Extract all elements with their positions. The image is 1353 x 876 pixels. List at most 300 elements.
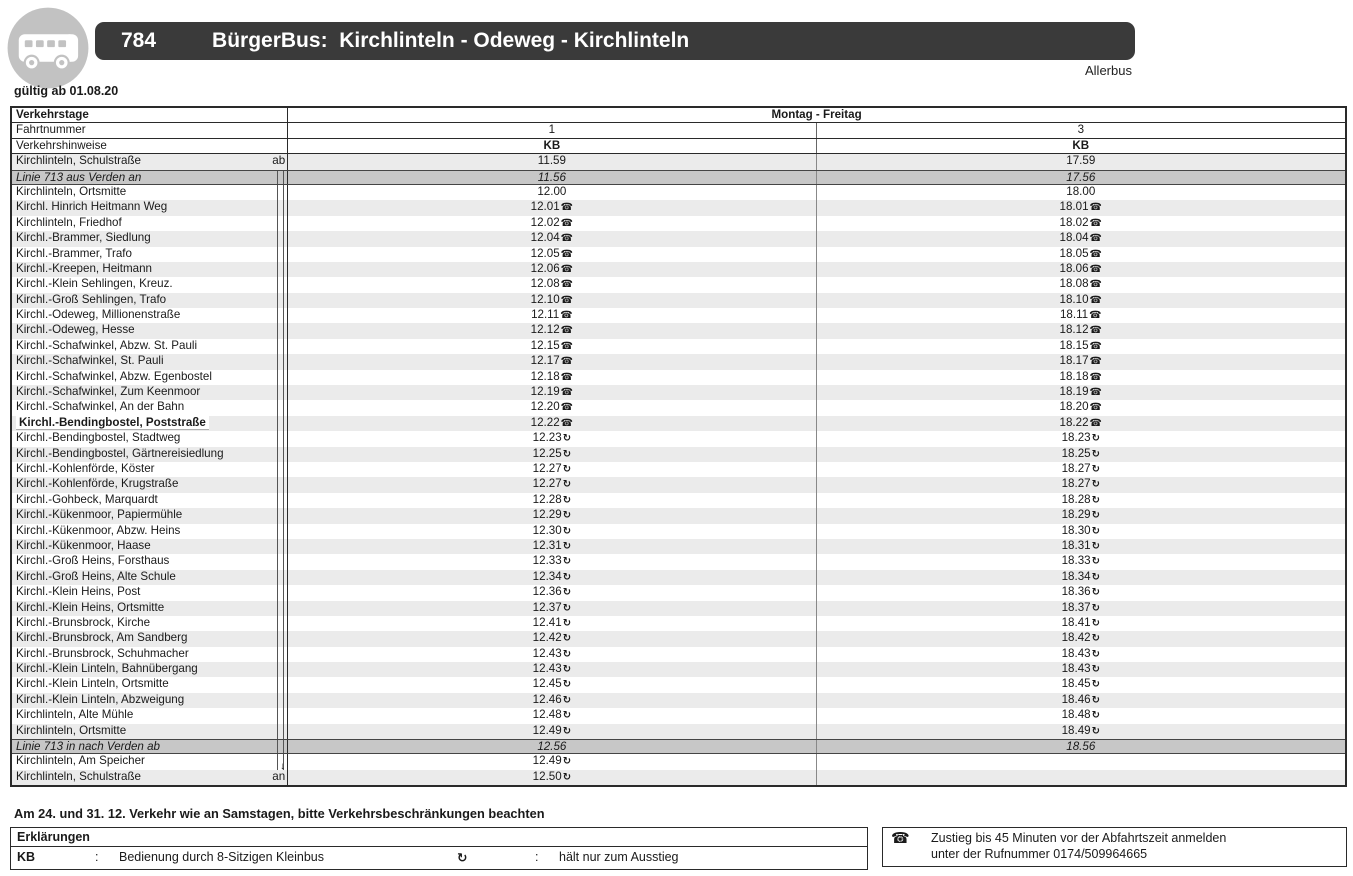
exit-only-icon: ↻	[562, 771, 572, 783]
time-cell-trip3	[817, 339, 1345, 354]
stop-name: Kirchl.-Schafwinkel, Abzw. St. Pauli	[16, 338, 198, 352]
departure-time: 18.01	[1059, 200, 1089, 214]
phone-note-box	[882, 827, 1347, 867]
route-line	[277, 416, 284, 431]
stop-marker	[263, 262, 288, 277]
phone-icon: ☎	[1089, 263, 1103, 275]
departure-time: 18.48	[1061, 708, 1091, 722]
legend	[10, 827, 1347, 870]
departure-time: 18.22	[1059, 415, 1089, 429]
phone-icon: ☎	[560, 217, 574, 229]
exit-only-icon: ↻	[562, 756, 572, 768]
time-cell-trip3	[817, 754, 1345, 769]
time-cell-trip1	[288, 493, 816, 508]
stop-marker	[263, 708, 288, 723]
time-cell-trip3	[817, 740, 1345, 753]
departure-time: 18.00	[1066, 184, 1096, 198]
stop-marker	[263, 477, 288, 492]
time-cell-trip1	[288, 154, 816, 169]
stop-name: Kirchlinteln, Alte Mühle	[16, 708, 134, 722]
table-row	[12, 508, 1345, 523]
table-row	[12, 416, 1345, 431]
phone-icon: ☎	[560, 248, 574, 260]
time-cell-trip1	[288, 416, 816, 431]
departure-time: 18.31	[1061, 538, 1091, 552]
route-line	[277, 554, 284, 569]
departure-time: 18.33	[1061, 554, 1091, 568]
exit-only-icon: ↻	[1091, 725, 1100, 737]
phone-icon: ☎	[1089, 294, 1103, 306]
stop-name: Kirchl.-Klein Heins, Post	[16, 585, 141, 599]
time-cell-trip3	[817, 570, 1345, 585]
departure-time: 18.05	[1059, 246, 1089, 260]
phone-icon: ☎	[1089, 387, 1103, 399]
time-cell-trip1	[288, 200, 816, 215]
table-row	[12, 247, 1345, 262]
time-cell-trip3	[817, 693, 1345, 708]
time-cell-trip1	[288, 631, 816, 646]
departure-time: 11.59	[537, 154, 566, 168]
time-cell-trip3	[817, 293, 1345, 308]
departure-time: 18.34	[1061, 569, 1091, 583]
route-line	[277, 200, 284, 215]
table-row	[12, 154, 1345, 169]
departure-time: 12.22	[530, 415, 560, 429]
time-cell-trip3	[817, 216, 1345, 231]
stop-name: Kirchl.-Klein Sehlingen, Kreuz.	[16, 277, 173, 291]
stop-name: Linie 713 aus Verden an	[16, 170, 142, 184]
departure-time: 12.17	[530, 354, 560, 368]
phone-note-line1: Zustieg bis 45 Minuten vor der Abfahrtszeit anmelden	[931, 831, 1227, 845]
operator-name: Allerbus	[1085, 63, 1132, 78]
time-cell-trip1	[288, 601, 816, 616]
departure-time: 12.48	[532, 708, 562, 722]
table-row	[12, 631, 1345, 646]
time-cell-trip1	[288, 724, 816, 739]
phone-icon: ☎	[1089, 202, 1103, 214]
exit-only-icon: ↻	[1091, 633, 1100, 645]
stop-marker	[263, 601, 288, 616]
time-cell-trip1	[288, 277, 816, 292]
route-line	[277, 740, 284, 753]
stop-name: Kirchl.-Brunsbrock, Schuhmacher	[16, 646, 189, 660]
stop-name: Kirchl.-Brammer, Siedlung	[16, 231, 151, 245]
stop-marker	[263, 385, 288, 400]
departure-time: 12.30	[532, 523, 562, 537]
time-cell-trip1	[288, 647, 816, 662]
stop-marker	[263, 231, 288, 246]
stop-marker	[263, 447, 288, 462]
exit-only-icon: ↻	[1091, 494, 1100, 506]
departure-time: 12.25	[532, 446, 562, 460]
exit-only-icon: ↻	[562, 540, 572, 552]
departure-time: 12.31	[532, 538, 562, 552]
route-line	[277, 185, 284, 200]
time-cell-trip3	[817, 447, 1345, 462]
stop-marker	[263, 754, 288, 772]
time-cell-trip1	[288, 262, 816, 277]
route-line	[277, 462, 284, 477]
service-days: Montag - Freitag	[771, 108, 862, 121]
exit-only-icon: ↻	[1091, 571, 1100, 583]
time-cell-trip1	[288, 677, 816, 692]
time-cell-trip3	[817, 539, 1345, 554]
route-title-bar	[95, 22, 1135, 60]
phone-icon: ☎	[1089, 325, 1103, 337]
route-number: 784	[121, 29, 157, 52]
route-line	[277, 647, 284, 662]
departure-time: 18.17	[1059, 354, 1089, 368]
stop-marker	[263, 370, 288, 385]
table-row	[12, 770, 1345, 785]
time-cell-trip1	[288, 216, 816, 231]
stop-name: Kirchl.-Klein Heins, Ortsmitte	[16, 600, 165, 614]
route-line	[277, 570, 284, 585]
departure-time: 18.37	[1061, 600, 1091, 614]
exit-only-icon: ↻	[1091, 679, 1100, 691]
stop-name: Kirchl.-Klein Linteln, Ortsmitte	[16, 677, 169, 691]
stop-marker	[263, 339, 288, 354]
table-row	[12, 262, 1345, 277]
exit-only-text: hält nur zum Ausstieg	[559, 850, 679, 864]
departure-time: 12.15	[530, 338, 560, 352]
time-cell-trip3	[817, 462, 1345, 477]
time-cell-trip3	[817, 231, 1345, 246]
table-row	[12, 308, 1345, 323]
table-row	[12, 724, 1345, 739]
exit-only-icon: ↻	[562, 525, 572, 537]
departure-time: 12.36	[532, 585, 562, 599]
stop-name: Kirchl.-Gohbeck, Marquardt	[16, 492, 158, 506]
time-cell-trip1	[288, 570, 816, 585]
time-cell-trip3	[817, 354, 1345, 369]
table-row	[12, 708, 1345, 723]
highlighted-stop-name: Kirchl.-Bendingbostel, Poststraße	[16, 416, 209, 429]
time-cell-trip1	[288, 740, 816, 753]
table-row	[12, 447, 1345, 462]
stop-name: Kirchlinteln, Schulstraße	[16, 769, 142, 783]
table-row	[12, 662, 1345, 677]
time-cell-trip1	[288, 231, 816, 246]
stop-name: Kirchl.-Brammer, Trafo	[16, 246, 132, 260]
route-line	[277, 262, 284, 277]
time-cell-trip1	[288, 477, 816, 492]
time-cell-trip1	[288, 693, 816, 708]
stop-marker	[263, 400, 288, 415]
departure-time: 12.45	[532, 677, 562, 691]
stop-marker	[263, 677, 288, 692]
connection-row	[12, 739, 1345, 754]
time-cell-trip1	[288, 293, 816, 308]
legend-items	[11, 847, 867, 869]
meta-label: Verkehrshinweise	[12, 139, 288, 153]
time-cell-trip3	[817, 677, 1345, 692]
time-cell-trip1	[288, 339, 816, 354]
phone-icon: ☎	[1089, 248, 1103, 260]
exit-only-icon: ↻	[1091, 525, 1100, 537]
table-row	[12, 754, 1345, 772]
trip-number-3: 3	[1077, 123, 1085, 137]
departure-time: 18.30	[1061, 523, 1091, 537]
departure-time: 18.25	[1061, 446, 1091, 460]
stop-marker	[263, 323, 288, 338]
stop-name: Kirchl. Hinrich Heitmann Weg	[16, 200, 168, 214]
departure-time: 12.11	[531, 308, 560, 322]
phone-icon: ☎	[1089, 279, 1103, 291]
route-line	[277, 447, 284, 462]
departure-time: 18.20	[1059, 400, 1089, 414]
time-cell-trip1	[288, 370, 816, 385]
departure-time: 12.43	[532, 646, 562, 660]
table-row	[12, 570, 1345, 585]
meta-label: Verkehrstage	[12, 108, 288, 122]
stop-name: Kirchlinteln, Friedhof	[16, 215, 122, 229]
stop-name: Kirchl.-Groß Sehlingen, Trafo	[16, 292, 167, 306]
departure-time: 18.23	[1061, 431, 1091, 445]
time-cell-trip3	[817, 724, 1345, 739]
time-cell-trip3	[817, 631, 1345, 646]
departure-time: 18.49	[1061, 723, 1091, 737]
table-row	[12, 477, 1345, 492]
stop-name: Kirchl.-Groß Heins, Alte Schule	[16, 569, 176, 583]
stop-name: Kirchl.-Schafwinkel, An der Bahn	[16, 400, 185, 414]
phone-icon: ☎	[1089, 340, 1103, 352]
table-row	[12, 524, 1345, 539]
departure-time: 18.29	[1061, 508, 1091, 522]
kb-text: Bedienung durch 8-Sitzigen Kleinbus	[119, 850, 324, 864]
stop-marker	[263, 647, 288, 662]
departure-time: 17.59	[1066, 154, 1096, 168]
holiday-footnote: Am 24. und 31. 12. Verkehr wie an Samstagen, bitte Verkehrsbeschränkungen beachten	[14, 806, 545, 821]
table-row	[12, 493, 1345, 508]
exit-only-icon: ↻	[562, 648, 572, 660]
stop-name: Kirchlinteln, Am Speicher	[16, 754, 145, 768]
exit-only-icon: ↻	[1091, 664, 1100, 676]
departure-time: 12.29	[532, 508, 562, 522]
stop-name: Kirchl.-Kükenmoor, Haase	[16, 538, 151, 552]
departure-time: 12.43	[532, 662, 562, 676]
table-row	[12, 601, 1345, 616]
exit-only-icon: ↻	[1091, 694, 1100, 706]
departure-time: 18.11	[1059, 308, 1089, 322]
departure-time: 18.43	[1061, 662, 1091, 676]
exit-only-icon: ↻	[1091, 433, 1100, 445]
table-row	[12, 293, 1345, 308]
table-row	[12, 354, 1345, 369]
stop-marker	[263, 508, 288, 523]
departure-time: 12.23	[532, 431, 562, 445]
exit-only-icon: ↻	[1091, 556, 1100, 568]
time-cell-trip3	[817, 477, 1345, 492]
route-line	[277, 323, 284, 338]
time-cell-trip1	[288, 354, 816, 369]
table-row	[12, 616, 1345, 631]
legend-title: Erklärungen	[11, 828, 867, 847]
route-line	[277, 385, 284, 400]
exit-only-icon: ↻	[562, 664, 572, 676]
route-line	[277, 308, 284, 323]
exit-only-icon: ↻	[1091, 479, 1100, 491]
route-line	[277, 216, 284, 231]
legend-box	[10, 827, 868, 870]
stop-name: Kirchl.-Brunsbrock, Am Sandberg	[16, 631, 188, 645]
legend-item-kb	[17, 850, 457, 865]
phone-icon: ☎	[560, 233, 574, 245]
time-cell-trip3	[817, 185, 1345, 200]
departure-time: 12.18	[530, 369, 560, 383]
phone-icon: ☎	[560, 387, 574, 399]
valid-from-label: gültig ab 01.08.20	[14, 84, 119, 98]
departure-time: 12.37	[532, 600, 562, 614]
time-cell-trip1	[288, 539, 816, 554]
time-cell-trip1	[288, 247, 816, 262]
time-cell-trip1	[288, 585, 816, 600]
stop-name: Kirchl.-Kreepen, Heitmann	[16, 261, 152, 275]
route-line	[277, 601, 284, 616]
phone-icon: ☎	[560, 417, 574, 429]
trip-note-1: KB	[288, 139, 816, 153]
route-line	[277, 477, 284, 492]
exit-only-icon: ↻	[1091, 448, 1100, 460]
table-row	[12, 400, 1345, 415]
phone-icon: ☎	[560, 263, 574, 275]
time-cell-trip3	[817, 601, 1345, 616]
table-row	[12, 693, 1345, 708]
stop-marker	[263, 293, 288, 308]
departure-time: 12.28	[532, 492, 562, 506]
phone-icon: ☎	[560, 294, 574, 306]
time-cell-trip3	[817, 385, 1345, 400]
departure-time: 12.02	[530, 215, 560, 229]
table-row	[12, 216, 1345, 231]
colon: :	[535, 850, 539, 864]
time-cell-trip1	[288, 662, 816, 677]
stop-marker	[263, 631, 288, 646]
legend-item-exit-only	[457, 850, 861, 865]
departure-time: 18.27	[1061, 461, 1091, 475]
time-cell-trip3	[817, 770, 1345, 785]
departure-time: 18.45	[1061, 677, 1091, 691]
time-cell-trip3	[817, 647, 1345, 662]
time-cell-trip1	[288, 400, 816, 415]
departure-time: 12.05	[530, 246, 560, 260]
exit-only-icon: ↻	[562, 571, 572, 583]
departure-time: 18.10	[1059, 292, 1089, 306]
exit-only-icon: ↻	[562, 633, 572, 645]
time-cell-trip3	[817, 171, 1345, 184]
exit-only-icon: ↻	[1091, 617, 1100, 629]
table-row	[12, 539, 1345, 554]
kb-symbol: KB	[17, 850, 36, 864]
exit-only-icon: ↻	[1091, 510, 1100, 522]
stop-marker	[263, 462, 288, 477]
stop-marker	[263, 200, 288, 215]
stop-marker	[263, 493, 288, 508]
route-line	[277, 631, 284, 646]
departure-time: 12.08	[530, 277, 560, 291]
stop-name: Kirchl.-Klein Linteln, Abzweigung	[16, 692, 185, 706]
time-cell-trip3	[817, 524, 1345, 539]
route-line	[277, 662, 284, 677]
table-row	[12, 585, 1345, 600]
stop-name: Kirchlinteln, Ortsmitte	[16, 184, 127, 198]
stop-name: Kirchl.-Groß Heins, Forsthaus	[16, 554, 170, 568]
route-line	[277, 231, 284, 246]
table-row	[12, 647, 1345, 662]
route-line	[277, 354, 284, 369]
time-cell-trip1	[288, 323, 816, 338]
exit-only-icon: ↻	[1091, 540, 1100, 552]
departure-time: 18.42	[1061, 631, 1091, 645]
exit-only-icon: ↻	[562, 479, 572, 491]
time-cell-trip3	[817, 200, 1345, 215]
stop-name: Kirchl.-Kohlenförde, Krugstraße	[16, 477, 179, 491]
trip-note-3: KB	[1072, 138, 1090, 152]
route-line	[277, 708, 284, 723]
departure-time: 18.15	[1059, 338, 1089, 352]
time-cell-trip1	[288, 462, 816, 477]
departure-time: 18.41	[1061, 615, 1091, 629]
departure-time: 12.19	[530, 385, 560, 399]
departure-time: 12.00	[537, 184, 567, 198]
meta-row-verkehrstage	[12, 108, 1345, 123]
stop-name: Kirchl.-Odeweg, Millionenstraße	[16, 308, 181, 322]
stop-marker	[263, 431, 288, 446]
meta-row-fahrtnummer	[12, 123, 1345, 138]
stop-marker	[263, 524, 288, 539]
departure-time: 12.46	[532, 692, 562, 706]
phone-icon: ☎	[1089, 233, 1103, 245]
stop-name: Kirchl.-Brunsbrock, Kirche	[16, 615, 151, 629]
departure-time: 12.10	[530, 292, 560, 306]
time-cell-trip3	[817, 708, 1345, 723]
stop-marker	[263, 554, 288, 569]
time-cell-trip1	[288, 185, 816, 200]
table-row	[12, 462, 1345, 477]
stop-marker	[263, 693, 288, 708]
time-cell-trip1	[288, 171, 816, 184]
departure-time: 17.56	[1066, 170, 1096, 184]
route-line	[277, 677, 284, 692]
departure-time: 12.49	[532, 754, 562, 768]
time-cell-trip1	[288, 431, 816, 446]
route-line	[277, 431, 284, 446]
time-cell-trip3	[817, 431, 1345, 446]
stop-name: Kirchl.-Bendingbostel, Gärtnereisiedlung	[16, 446, 224, 460]
time-cell-trip3	[817, 616, 1345, 631]
stop-marker	[263, 171, 288, 184]
exit-only-icon: ↻	[562, 725, 572, 737]
stop-name: Kirchlinteln, Schulstraße	[16, 154, 142, 168]
time-cell-trip3	[817, 308, 1345, 323]
stop-name: Kirchl.-Kohlenförde, Köster	[16, 461, 155, 475]
stop-marker	[263, 662, 288, 677]
time-cell-trip3	[817, 508, 1345, 523]
route-line	[277, 585, 284, 600]
stop-marker	[263, 216, 288, 231]
departure-time: 11.56	[537, 170, 566, 184]
departure-time: 12.06	[530, 261, 560, 275]
departure-time: 12.12	[530, 323, 560, 337]
time-cell-trip3	[817, 493, 1345, 508]
time-cell-trip3	[817, 554, 1345, 569]
time-cell-trip1	[288, 770, 816, 785]
exit-only-icon: ↻	[1091, 463, 1100, 475]
route-line	[277, 508, 284, 523]
stop-marker	[263, 154, 288, 169]
departure-time: 18.43	[1061, 646, 1091, 660]
stop-name: Kirchl.-Schafwinkel, Zum Keenmoor	[16, 385, 201, 399]
